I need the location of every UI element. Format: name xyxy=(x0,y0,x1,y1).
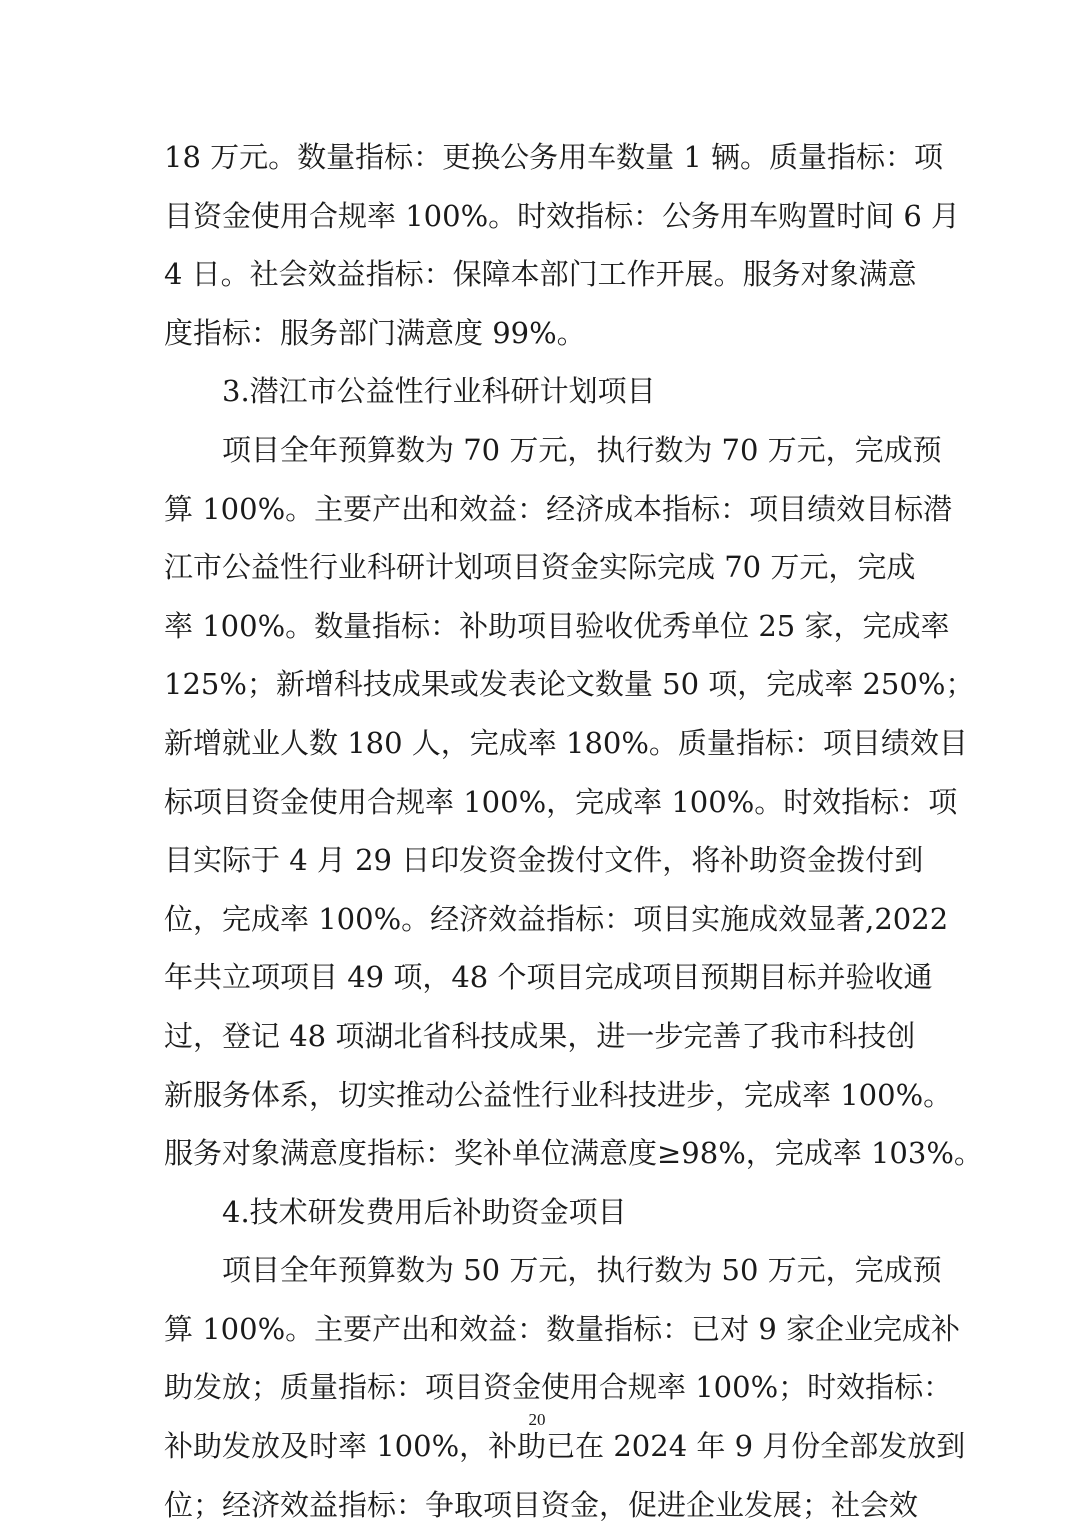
text-line: 新服务体系，切实推动公益性行业科技进步，完成率 100%。 xyxy=(164,1077,953,1112)
text-line: 过，登记 48 项湖北省科技成果，进一步完善了我市科技创 xyxy=(164,1018,916,1053)
text-line: 算 100%。主要产出和效益：数量指标：已对 9 家企业完成补 xyxy=(164,1311,961,1346)
text-line: 125%；新增科技成果或发表论文数量 50 项，完成率 250%； xyxy=(164,667,975,702)
section-heading: 3.潜江市公益性行业科研计划项目 xyxy=(222,374,656,409)
text-line: 4 日。社会效益指标：保障本部门工作开展。服务对象满意 xyxy=(164,257,917,292)
text-line: 18 万元。数量指标：更换公务用车数量 1 辆。质量指标：项 xyxy=(164,140,944,174)
text-line: 年共立项项目 49 项，48 个项目完成项目预期目标并验收通 xyxy=(164,960,933,995)
text-line: 率 100%。数量指标：补助项目验收优秀单位 25 家，完成率 xyxy=(164,608,950,643)
text-line: 新增就业人数 180 人，完成率 180%。质量指标：项目绩效目 xyxy=(164,725,968,760)
text-line: 江市公益性行业科研计划项目资金实际完成 70 万元，完成 xyxy=(164,550,916,585)
text-line: 目资金使用合规率 100%。时效指标：公务用车购置时间 6 月 xyxy=(164,198,961,233)
text-line: 度指标：服务部门满意度 99%。 xyxy=(164,315,586,350)
text-line: 位，完成率 100%。经济效益指标：项目实施成效显著,2022 xyxy=(164,901,949,936)
text-line: 标项目资金使用合规率 100%，完成率 100%。时效指标：项 xyxy=(164,784,958,819)
text-line: 补助发放及时率 100%，补助已在 2024 年 9 月份全部发放到 xyxy=(164,1429,966,1464)
body-text xyxy=(164,128,983,1534)
text-line: 项目全年预算数为 70 万元，执行数为 70 万元，完成预 xyxy=(222,432,942,467)
page-number: 20 xyxy=(528,1410,546,1429)
text-line: 项目全年预算数为 50 万元，执行数为 50 万元，完成预 xyxy=(222,1253,942,1288)
text-line: 位；经济效益指标：争取项目资金，促进企业发展；社会效 xyxy=(164,1487,919,1522)
text-line: 算 100%。主要产出和效益：经济成本指标：项目绩效目标潜 xyxy=(164,491,953,526)
section-heading: 4.技术研发费用后补助资金项目 xyxy=(222,1194,627,1229)
text-line: 服务对象满意度指标：奖补单位满意度≥98%，完成率 103%。 xyxy=(164,1136,983,1171)
text-line: 目实际于 4 月 29 日印发资金拨付文件，将补助资金拨付到 xyxy=(164,843,924,878)
text-line: 助发放；质量指标：项目资金使用合规率 100%；时效指标： xyxy=(164,1370,953,1405)
